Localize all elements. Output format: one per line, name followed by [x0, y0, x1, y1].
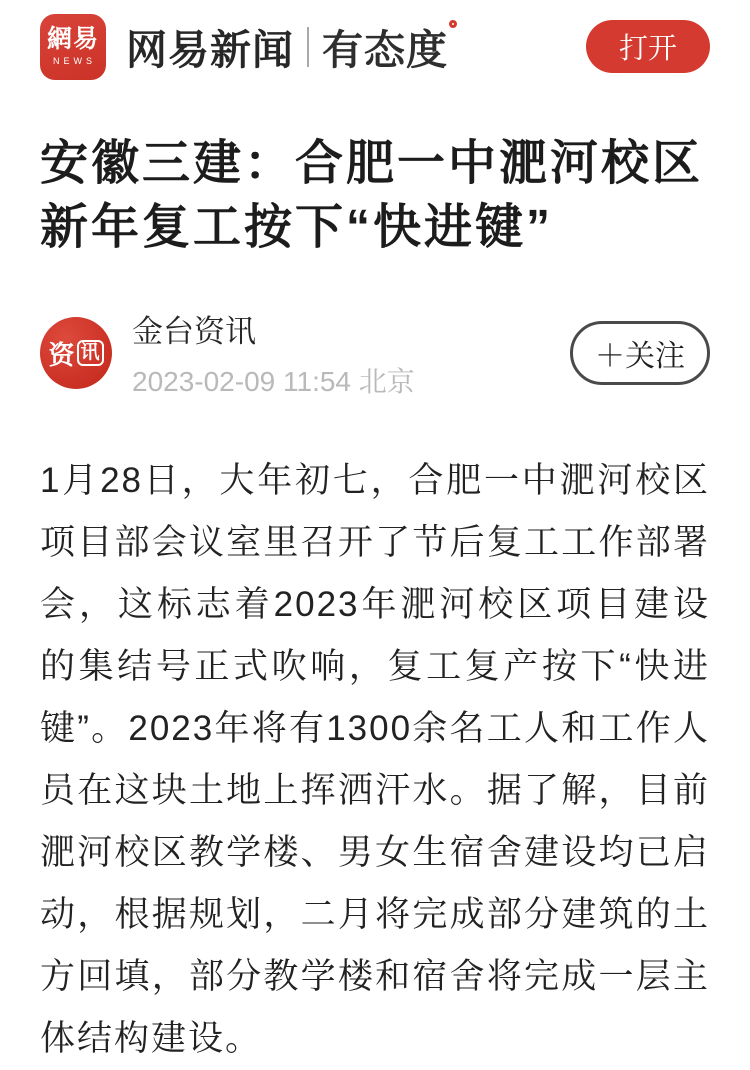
author-info: [40, 306, 415, 400]
brand-text: [126, 17, 457, 76]
brand-group: [40, 14, 457, 80]
brand-name: 网易新闻: [126, 27, 294, 73]
avatar-text: 资: [48, 339, 75, 370]
author-row: [40, 306, 710, 400]
author-meta: [132, 306, 415, 400]
netease-logo-subtext: NEWS: [53, 56, 96, 66]
brand-divider: [307, 27, 309, 67]
app-banner: [40, 0, 710, 80]
author-name[interactable]: 金台资讯: [132, 314, 256, 349]
author-avatar[interactable]: [40, 317, 112, 389]
brand-slogan: 有态度: [322, 27, 448, 73]
follow-button[interactable]: ＋关注: [570, 321, 710, 385]
degree-mark-icon: [449, 20, 457, 28]
open-app-button[interactable]: 打开: [586, 20, 710, 73]
netease-logo-text: 網易: [46, 25, 99, 53]
publish-meta: 2023-02-09 11:54 北京: [132, 366, 415, 397]
avatar-text-boxed: 讯: [77, 340, 104, 367]
article-title: 安徽三建：合肥一中淝河校区新年复工按下“快进键”: [40, 137, 704, 254]
netease-logo[interactable]: [40, 14, 106, 80]
article-body: 1月28日，大年初七，合肥一中淝河校区项目部会议室里召开了节后复工工作部署会，这标志着2023年淝河校区项目建设的集结号正式吹响，复工复产按下“快进键”。2023年将有1300余名工人和工作人员在这块土地上挥洒汗水。据了解，目前淝河校区教学楼、男女生宿舍建设均已启动，根据规划，二月将完成部分建筑的土方回填，部分教学楼和宿舍将完成一层主体结构建设。: [40, 461, 710, 1058]
